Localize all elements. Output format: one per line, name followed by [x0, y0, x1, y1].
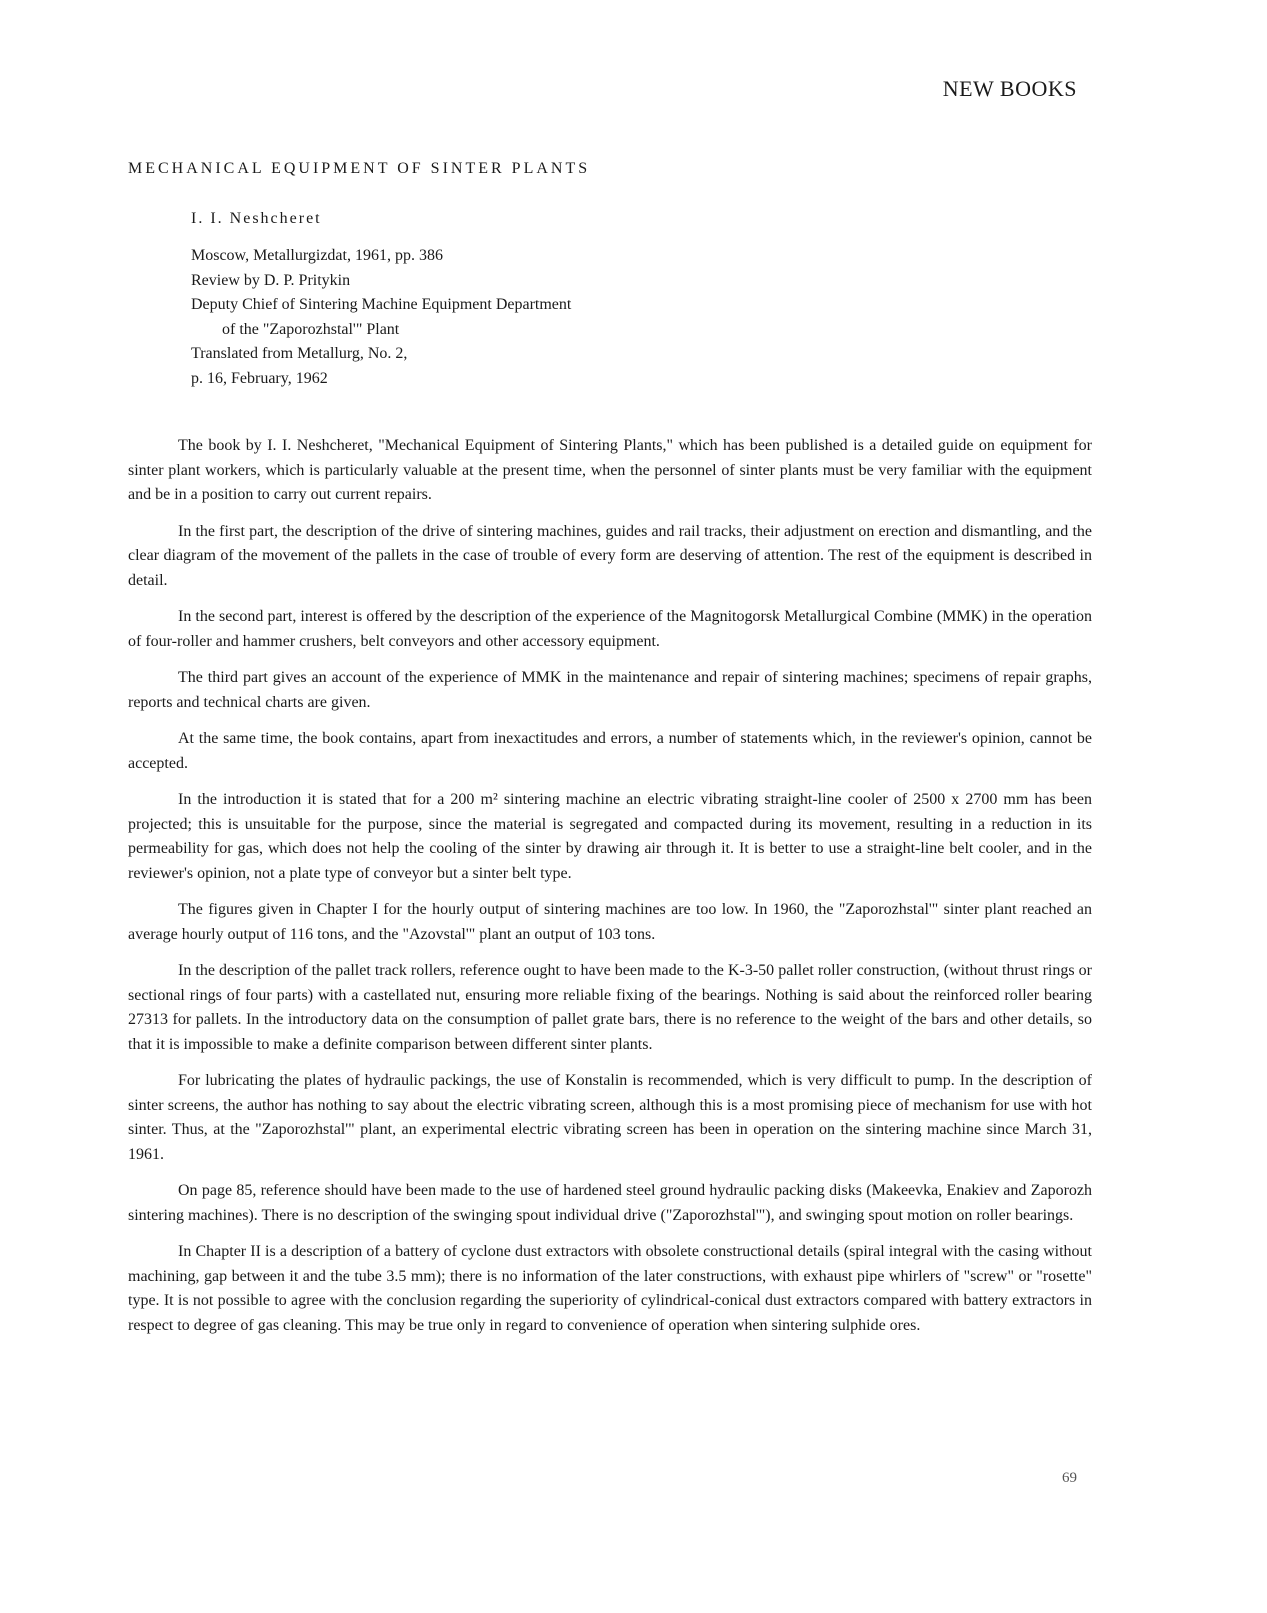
paragraph: In the first part, the description of the drive of sintering machines, guides and rail tracks, their adjustment on erection and dismantling, and the clear diagram of the movement of the pallets in the case of trouble of every form are deserving of attention. The rest of the equipment is described in detail. [128, 522, 1092, 589]
biblio-reviewer-title: Deputy Chief of Sintering Machine Equipment Department [191, 296, 572, 313]
paragraph: The figures given in Chapter I for the hourly output of sintering machines are too low. In 1960, the "Zaporozhstal'" sinter plant reached an average hourly output of 116 tons, and the "Azovstal'" plant an output of 103 tons. [128, 901, 1092, 943]
paragraph: At the same time, the book contains, apart from inexactitudes and errors, a number of statements which, in the reviewer's opinion, cannot be accepted. [128, 730, 1092, 772]
biblio-reviewer-plant: of the "Zaporozhstal'" Plant [222, 320, 400, 338]
article-author: I. I. Neshcheret [191, 210, 322, 227]
paragraph: The book by I. I. Neshcheret, "Mechanical Equipment of Sintering Plants," which has been published is a detailed guide on equipment for sinter plant workers, which is particularly valuable at the present time, when the personnel of sinter plants must be very familiar with the equipment and be in a position to carry out current repairs. [128, 437, 1092, 503]
paragraph: In the introduction it is stated that for a 200 m² sintering machine an electric vibrating straight-line cooler of 2500 x 2700 mm has been projected; this is unsuitable for the purpose, since the material is segregated and compacted during its movement, resulting in a reduction in its permeability for gas, which does not help the cooling of the sinter by drawing air through it. It is better to use a straight-line belt cooler, and in the reviewer's opinion, not a plate type of conveyor but a sinter belt type. [128, 791, 1092, 882]
biblio-reviewer: Review by D. P. Pritykin [191, 271, 351, 289]
biblio-publisher: Moscow, Metallurgizdat, 1961, pp. 386 [191, 247, 443, 264]
paragraph: For lubricating the plates of hydraulic packings, the use of Konstalin is recommended, which is very difficult to pump. In the description of sinter screens, the author has nothing to say about the electric vibrating screen, although this is a most promising piece of mechanism for use with hot sinter. Thus, at the "Zaporozhstal'" plant, an experimental electric vibrating screen has been in operation on the sintering machine since March 31, 1961. [128, 1072, 1092, 1163]
page-number: 69 [1062, 1470, 1077, 1486]
review-body [128, 434, 1092, 1350]
paragraph: In the description of the pallet track rollers, reference ought to have been made to the K-3-50 pallet roller construction, (without thrust rings or sectional rings of four parts) with a castellated nut, ensuring more reliable fixing of the bearings. Nothing is said about the reinforced roller bearing 27313 for pallets. In the introductory data on the consumption of pallet grate bars, there is no reference to the weight of the bars and other details, so that it is impossible to make a definite comparison between different sinter plants. [128, 962, 1092, 1053]
biblio-translation-page: p. 16, February, 1962 [191, 369, 328, 387]
bibliographic-info [191, 244, 571, 391]
section-header: NEW BOOKS [942, 76, 1077, 101]
biblio-translation-source: Translated from Metallurg, No. 2, [191, 345, 408, 362]
paragraph: In Chapter II is a description of a battery of cyclone dust extractors with obsolete constructional details (spiral integral with the casing without machining, gap between it and the tube 3.5 mm); there is no information of the later constructions, with exhaust pipe whirlers of "screw" or "rosette" type. It is not possible to agree with the conclusion regarding the superiority of cylindrical-conical dust extractors compared with battery extractors in respect to degree of gas cleaning. This may be true only in regard to convenience of operation when sintering sulphide ores. [128, 1243, 1092, 1334]
paragraph: In the second part, interest is offered by the description of the experience of the Magnitogorsk Metallurgical Combine (MMK) in the operation of four-roller and hammer crushers, belt conveyors and other accessory equipment. [128, 608, 1092, 650]
article-title: MECHANICAL EQUIPMENT OF SINTER PLANTS [128, 160, 591, 177]
paragraph: The third part gives an account of the experience of MMK in the maintenance and repair of sintering machines; specimens of repair graphs, reports and technical charts are given. [128, 669, 1092, 711]
paragraph: On page 85, reference should have been made to the use of hardened steel ground hydraulic packing disks (Makeevka, Enakiev and Zaporozh sintering machines). There is no description of the swinging spout individual drive ("Zaporozhstal'"), and swinging spout motion on roller bearings. [128, 1182, 1092, 1224]
